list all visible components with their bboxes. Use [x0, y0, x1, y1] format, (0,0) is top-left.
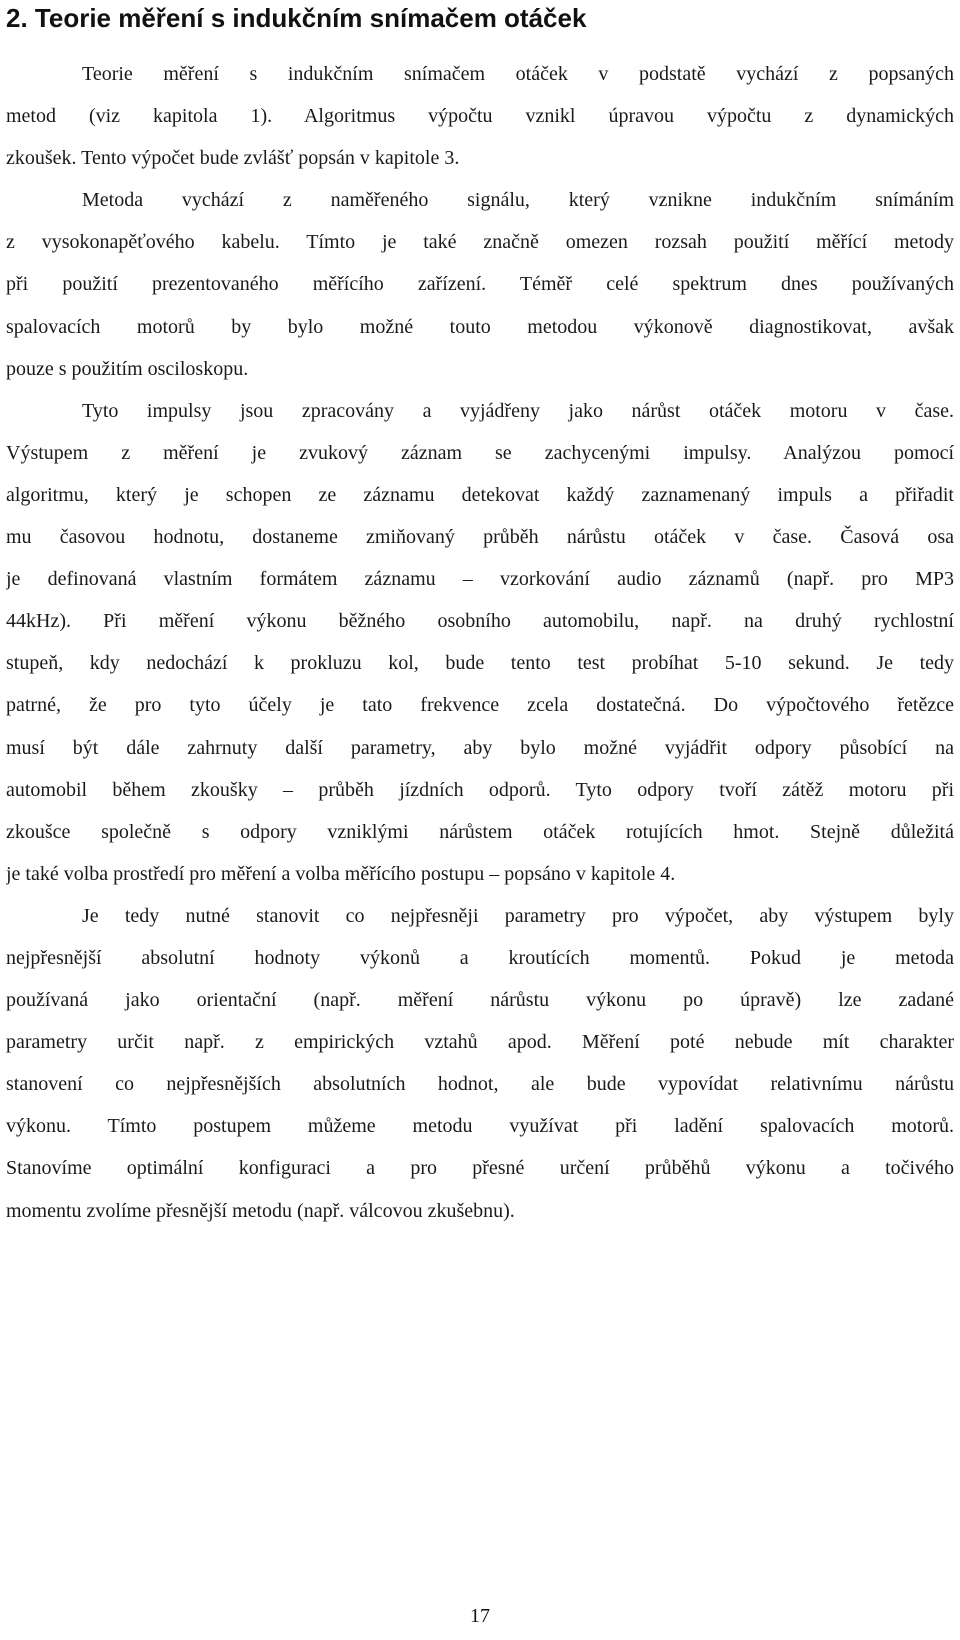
text-line: nejpřesnější absolutní hodnoty výkonů a kroutících momentů. Pokud je metoda	[6, 946, 954, 969]
text-line: patrné, že pro tyto účely je tato frekvence zcela dostatečná. Do výpočtového řetězce	[6, 694, 954, 717]
text-line: Teorie měření s indukčním snímačem otáček v podstatě vychází z popsaných	[82, 63, 954, 85]
text-line: momentu zvolíme přesnější metodu (např. válcovou zkušebnu).	[6, 1199, 515, 1222]
text-line: Stanovíme optimální konfiguraci a pro přesné určení průběhů výkonu a točivého	[6, 1157, 954, 1180]
text-line: musí být dále zahrnuty další parametry, aby bylo možné vyjádřit odpory působící na	[6, 736, 954, 759]
text-line: spalovacích motorů by bylo možné touto metodou výkonově diagnostikovat, avšak	[6, 315, 954, 338]
text-line: používaná jako orientační (např. měření nárůstu výkonu po úpravě) lze zadané	[6, 989, 954, 1012]
text-line: zkoušce společně s odpory vzniklými nárůstem otáček rotujících hmot. Stejně důležitá	[6, 820, 954, 843]
text-line: je také volba prostředí pro měření a volba měřícího postupu – popsáno v kapitole 4.	[6, 862, 676, 885]
text-line: Metoda vychází z naměřeného signálu, který vznikne indukčním snímáním	[82, 189, 954, 212]
text-line: 44kHz). Při měření výkonu běžného osobního automobilu, např. na druhý rychlostní	[6, 610, 954, 633]
text-line: stanovení co nejpřesnějších absolutních hodnot, ale bude vypovídat relativnímu nárůstu	[6, 1073, 954, 1096]
text-line: je definovaná vlastním formátem záznamu – vzorkování audio záznamů (např. pro MP3	[6, 568, 954, 591]
text-line: zkoušek. Tento výpočet bude zvlášť popsán v kapitole 3.	[6, 147, 460, 170]
paragraph-1	[6, 53, 954, 179]
section-heading: 2. Teorie měření s indukčním snímačem otáček	[6, 3, 587, 33]
text-line: pouze s použitím osciloskopu.	[6, 357, 249, 380]
paragraph-2	[6, 179, 954, 389]
text-line: Je tedy nutné stanovit co nejpřesněji parametry pro výpočet, aby výstupem byly	[82, 904, 954, 927]
paragraph-4	[6, 895, 954, 1232]
text-line: metod (viz kapitola 1). Algoritmus výpočtu vznikl úpravou výpočtu z dynamických	[6, 105, 954, 128]
text-line: stupeň, kdy nedochází k prokluzu kol, bude tento test probíhat 5-10 sekund. Je tedy	[6, 652, 954, 675]
text-line: algoritmu, který je schopen ze záznamu detekovat každý zaznamenaný impuls a přiřadit	[6, 483, 954, 506]
text-line: Výstupem z měření je zvukový záznam se zachycenými impulsy. Analýzou pomocí	[6, 441, 954, 464]
text-line: automobil během zkoušky – průběh jízdních odporů. Tyto odpory tvoří zátěž motoru při	[6, 778, 954, 801]
paragraph-3	[6, 390, 954, 895]
text-line: Tyto impulsy jsou zpracovány a vyjádřeny jako nárůst otáček motoru v čase.	[82, 399, 954, 422]
text-line: při použití prezentovaného měřícího zařízení. Téměř celé spektrum dnes používaných	[6, 273, 954, 296]
text-line: z vysokonapěťového kabelu. Tímto je také značně omezen rozsah použití měřící metody	[6, 231, 954, 254]
page-number: 17	[470, 1605, 490, 1627]
body-text	[6, 53, 954, 1232]
text-line: mu časovou hodnotu, dostaneme zmiňovaný průběh nárůstu otáček v čase. Časová osa	[6, 526, 954, 549]
text-line: parametry určit např. z empirických vztahů apod. Měření poté nebude mít charakter	[6, 1031, 954, 1054]
text-line: výkonu. Tímto postupem můžeme metodu využívat při ladění spalovacích motorů.	[6, 1115, 954, 1138]
